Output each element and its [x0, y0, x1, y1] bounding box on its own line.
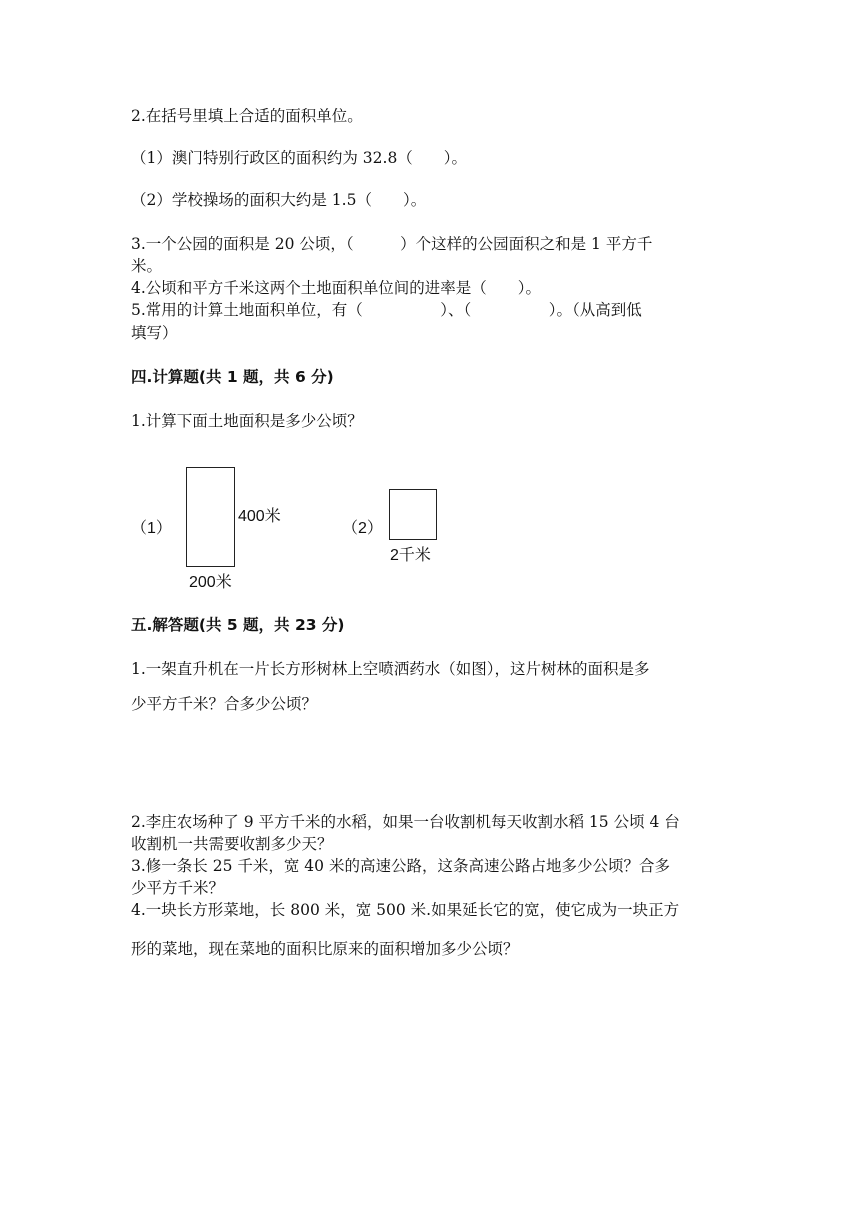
- question-3-4: 4.公顷和平方千米这两个土地面积单位间的进率是（ ）。: [131, 279, 542, 297]
- question-5-4-line2: 形的菜地，现在菜地的面积比原来的面积增加多少公顷？: [131, 940, 519, 958]
- question-3-2-sub2: （2）学校操场的面积大约是 1.5（ ）。: [131, 191, 427, 209]
- section-4-heading: 四.计算题(共 1 题，共 6 分): [131, 368, 334, 386]
- question-5-1-line2: 少平方千米？合多少公顷？: [131, 695, 318, 713]
- section-5-heading: 五.解答题(共 5 题，共 23 分): [131, 616, 345, 634]
- question-3-3-line2: 米。: [131, 257, 163, 275]
- question-3-2-title: 2.在括号里填上合适的面积单位。: [131, 107, 363, 125]
- question-5-3-line2: 少平方千米？: [131, 879, 225, 897]
- question-3-3-line1: 3.一个公园的面积是 20 公顷，（ ）个这样的公园面积之和是 1 平方千: [131, 235, 653, 253]
- figure-label-2: （2）: [342, 520, 383, 537]
- question-5-4-line1: 4.一块长方形菜地，长 800 米，宽 500 米.如果延长它的宽，使它成为一块正方: [131, 901, 680, 919]
- rectangle-shape: [186, 467, 235, 567]
- question-5-1-line1: 1.一架直升机在一片长方形树林上空喷洒药水（如图），这片树林的面积是多: [131, 660, 650, 678]
- question-3-5-line2: 填写）: [131, 324, 178, 342]
- question-5-2-line1: 2.李庄农场种了 9 平方千米的水稻，如果一台收割机每天收割水稻 15 公顷 4 台: [131, 813, 680, 831]
- square-side-label: 2千米: [390, 547, 431, 564]
- question-3-5-line1: 5.常用的计算土地面积单位，有（ ）、（ ）。（从高到低: [131, 301, 642, 319]
- rectangle-height-label: 400米: [238, 508, 281, 525]
- figure-label-1: （1）: [131, 520, 172, 537]
- square-shape: [389, 489, 437, 540]
- rectangle-width-label: 200米: [189, 574, 232, 591]
- question-4-1: 1.计算下面土地面积是多少公顷？: [131, 412, 363, 430]
- question-3-2-sub1: （1）澳门特别行政区的面积约为 32.8（ ）。: [131, 149, 468, 167]
- question-5-2-line2: 收割机一共需要收割多少天？: [131, 835, 333, 853]
- question-5-3-line1: 3.修一条长 25 千米，宽 40 米的高速公路，这条高速公路占地多少公顷？合多: [131, 857, 670, 875]
